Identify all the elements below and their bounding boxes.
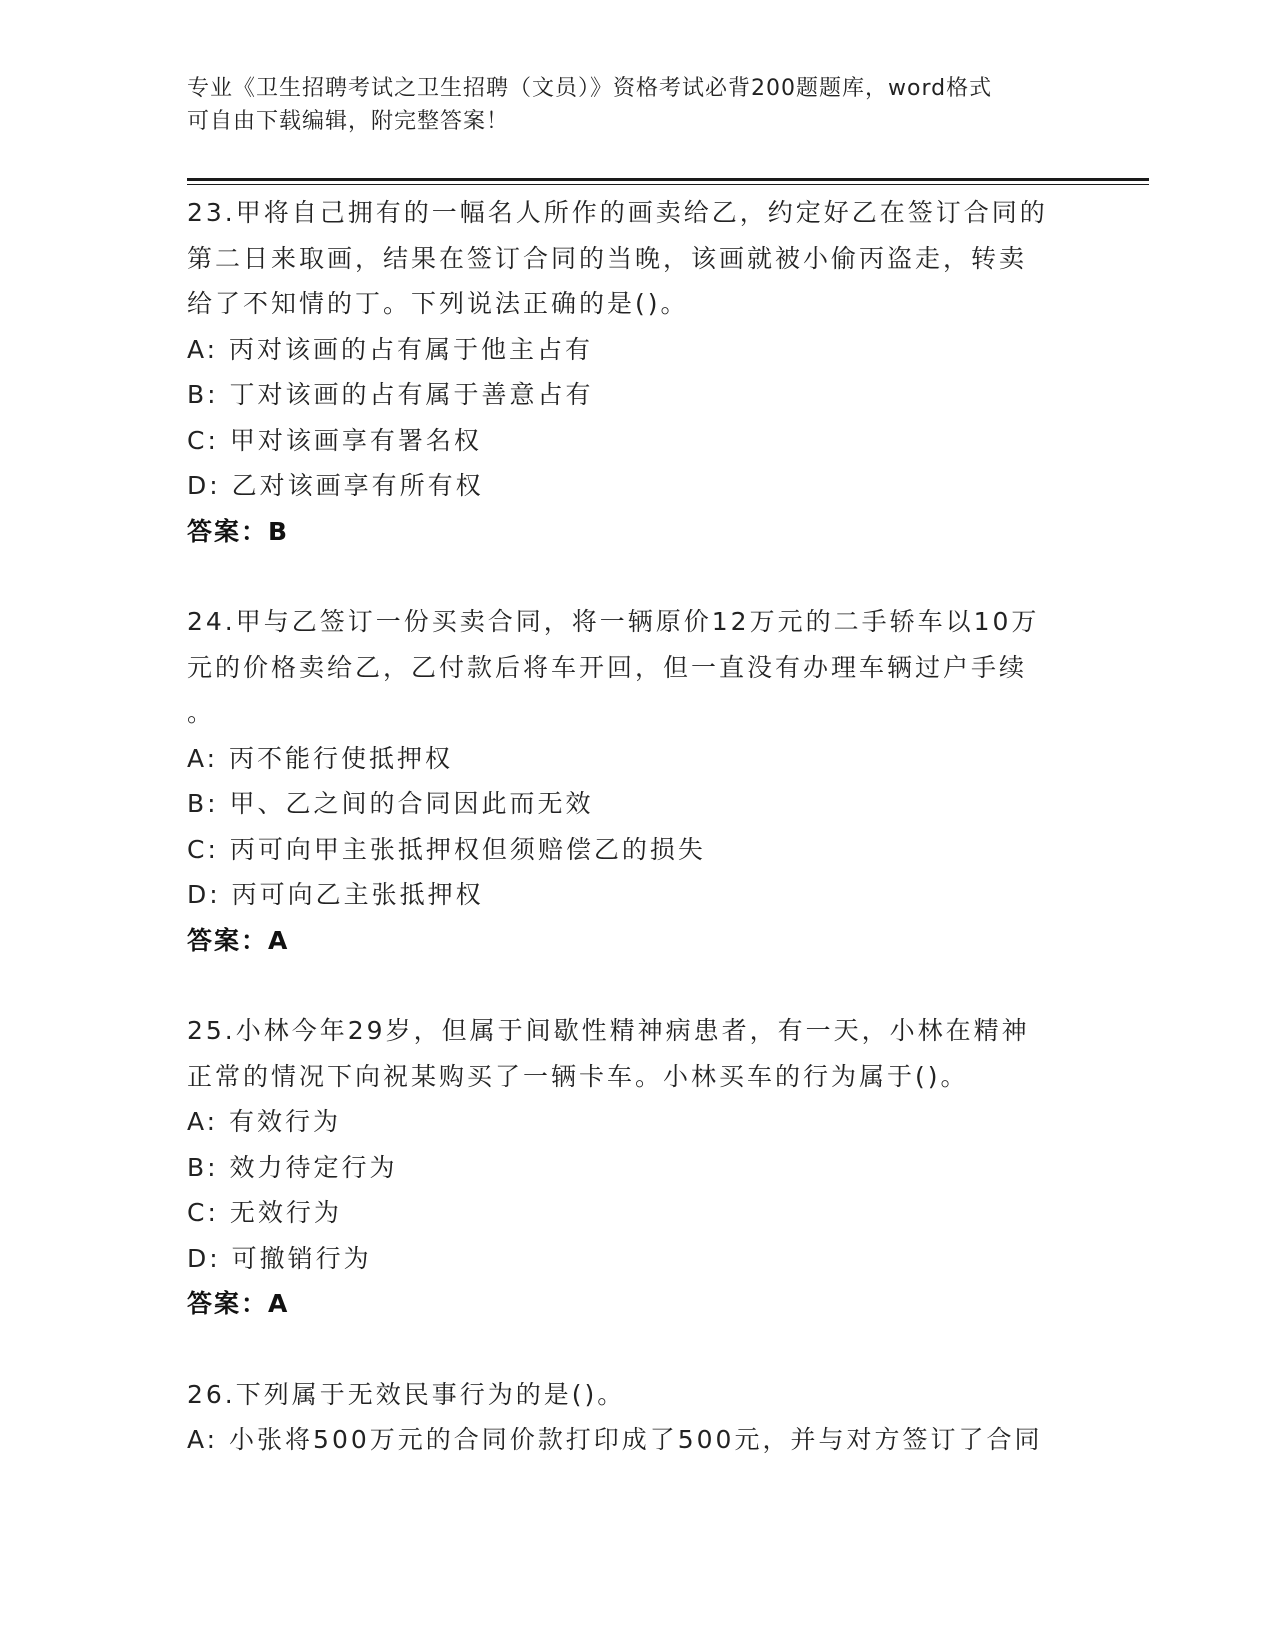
question-24 bbox=[187, 599, 1087, 963]
question-stem-line: 25.小林今年29岁，但属于间歇性精神病患者，有一天，小林在精神 bbox=[187, 1016, 1030, 1045]
option-d: D: 可撤销行为 bbox=[187, 1243, 372, 1273]
question-23 bbox=[187, 190, 1087, 554]
answer-label: 答案：B bbox=[187, 516, 290, 546]
answer-label: 答案：A bbox=[187, 1289, 290, 1318]
question-stem-line: 。 bbox=[187, 698, 216, 727]
option-a: A: 丙不能行使抵押权 bbox=[187, 743, 454, 773]
header-divider-thick bbox=[187, 178, 1149, 181]
question-stem-line: 元的价格卖给乙，乙付款后将车开回，但一直没有办理车辆过户手续 bbox=[187, 652, 1028, 682]
question-list bbox=[187, 190, 1087, 1508]
question-stem-line: 24.甲与乙签订一份买卖合同，将一辆原价12万元的二手轿车以10万 bbox=[187, 607, 1040, 636]
question-26 bbox=[187, 1372, 1087, 1463]
option-a: A: 小张将500万元的合同价款打印成了500元，并与对方签订了合同 bbox=[187, 1425, 1043, 1454]
option-d: D: 丙可向乙主张抵押权 bbox=[187, 880, 484, 909]
header-line-1: 专业《卫生招聘考试之卫生招聘（文员）》资格考试必背200题题库，word格式 bbox=[187, 76, 993, 101]
option-c: C: 甲对该画享有署名权 bbox=[187, 425, 482, 455]
question-stem-line: 给了不知情的丁。下列说法正确的是()。 bbox=[187, 289, 689, 318]
question-stem-line: 26.下列属于无效民事行为的是()。 bbox=[187, 1379, 626, 1409]
answer-label: 答案：A bbox=[187, 925, 290, 955]
header-divider-thin bbox=[187, 184, 1149, 185]
document-header bbox=[187, 72, 1087, 138]
header-line-2: 可自由下载编辑，附完整答案！ bbox=[187, 109, 510, 134]
option-d: D: 乙对该画享有所有权 bbox=[187, 471, 484, 500]
option-b: B: 甲、乙之间的合同因此而无效 bbox=[187, 789, 594, 818]
option-c: C: 丙可向甲主张抵押权但须赔偿乙的损失 bbox=[187, 834, 706, 864]
option-b: B: 丁对该画的占有属于善意占有 bbox=[187, 380, 594, 409]
question-stem-line: 正常的情况下向祝某购买了一辆卡车。小林买车的行为属于()。 bbox=[187, 1061, 969, 1091]
question-25 bbox=[187, 1008, 1087, 1327]
option-b: B: 效力待定行为 bbox=[187, 1152, 398, 1182]
option-c: C: 无效行为 bbox=[187, 1198, 342, 1227]
option-a: A: 有效行为 bbox=[187, 1107, 342, 1136]
option-a: A: 丙对该画的占有属于他主占有 bbox=[187, 334, 594, 364]
question-stem-line: 第二日来取画，结果在签订合同的当晚，该画就被小偷丙盗走，转卖 bbox=[187, 243, 1028, 273]
question-stem-line: 23.甲将自己拥有的一幅名人所作的画卖给乙，约定好乙在签订合同的 bbox=[187, 198, 1048, 227]
